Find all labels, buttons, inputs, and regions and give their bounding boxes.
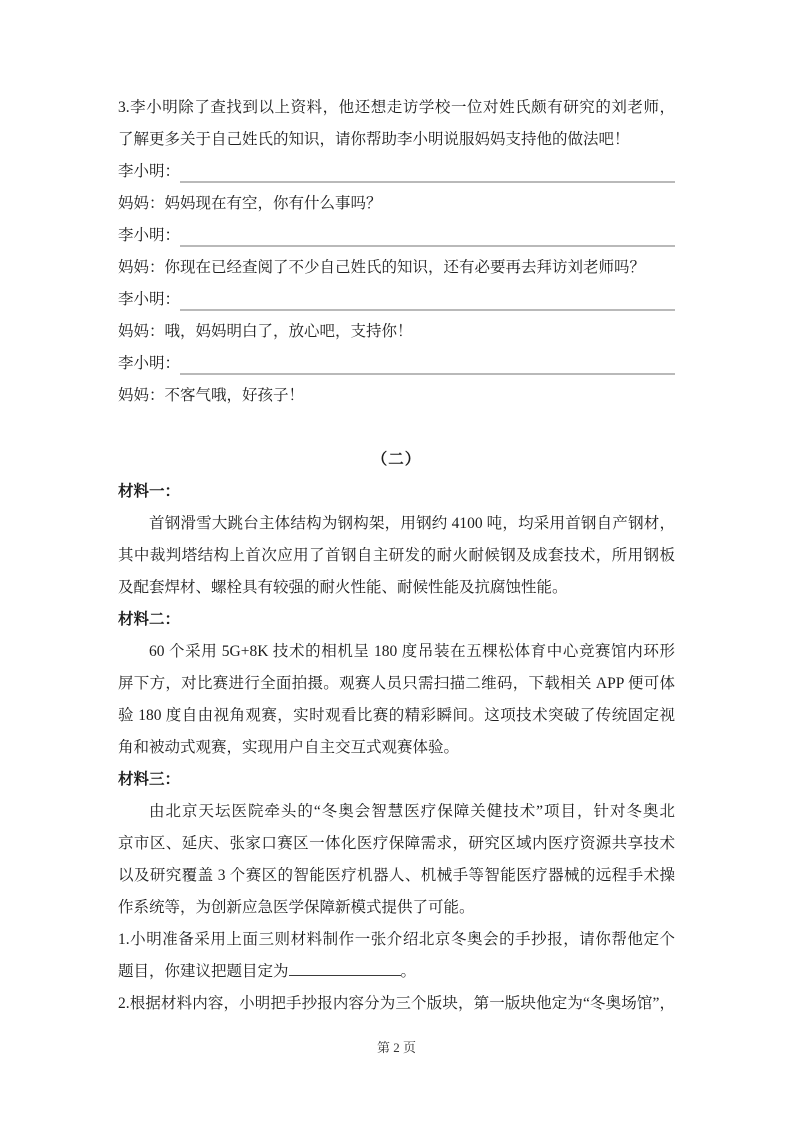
material1-text-line: 及配套焊材、螺栓具有较强的耐火性能、耐候性能及抗腐蚀性能。 <box>118 579 568 596</box>
section-gap <box>118 412 675 444</box>
page-content <box>118 92 675 1020</box>
material2-text-line: 60 个采用 5G+8K 技术的相机呈 180 度吊装在五棵松体育中心竞赛馆内环形 <box>149 643 675 660</box>
material1-title: 材料一： <box>118 483 181 500</box>
answer-blank-line <box>180 309 675 311</box>
speaker-label: 妈妈： <box>118 259 165 276</box>
material1-text-line: 其中裁判塔结构上首次应用了首钢自主研发的耐火耐候钢及成套技术，所用钢板 <box>118 547 675 564</box>
dialogue-line <box>118 252 675 284</box>
answer-blank-line <box>180 245 675 247</box>
material3-text-line: 作系统等，为创新应急医学保障新模式提供了可能。 <box>118 899 475 916</box>
speaker-label: 李小明： <box>118 291 181 308</box>
question1-prefix: 题目，你建议把题目定为 <box>118 963 289 980</box>
speaker-label: 妈妈： <box>118 323 165 340</box>
dialogue-line-blank <box>118 348 675 380</box>
dialogue-text: 妈妈现在有空，你有什么事吗？ <box>164 195 382 212</box>
page-number: 第 2 页 <box>376 1040 416 1055</box>
dialogue-line-blank <box>118 284 675 316</box>
section-heading: （二） <box>371 451 422 468</box>
material2-title: 材料二： <box>118 611 181 628</box>
material1-text-line: 首钢滑雪大跳台主体结构为钢构架，用钢约 4100 吨，均采用首钢自产钢材， <box>149 515 675 532</box>
question2-line: 2.根据材料内容，小明把手抄报内容分为三个版块，第一版块他定为“冬奥场馆”， <box>118 995 675 1012</box>
speaker-label: 李小明： <box>118 355 181 372</box>
dialogue-line-blank <box>118 156 675 188</box>
material3-text-line: 京市区、延庆、张家口赛区一体化医疗保障需求，研究区域内医疗资源共享技术 <box>118 835 675 852</box>
speaker-label: 妈妈： <box>118 195 165 212</box>
material2-text-line: 屏下方，对比赛进行全面拍摄。观赛人员只需扫描二维码，下载相关 APP 便可体 <box>118 675 675 692</box>
dialogue-line <box>118 188 675 220</box>
dialogue-line-blank <box>118 220 675 252</box>
material3-text-line: 由北京天坛医院牵头的“冬奥会智慧医疗保障关健技术”项目，针对冬奥北 <box>149 803 675 820</box>
question1-suffix: 。 <box>400 963 417 980</box>
speaker-label: 李小明： <box>118 163 181 180</box>
speaker-label: 李小明： <box>118 227 181 244</box>
material2-text-line: 角和被动式观赛，实现用户自主交互式观赛体验。 <box>118 739 460 756</box>
question3-stem-line: 3.李小明除了查找到以上资料，他还想走访学校一位对姓氏颇有研究的刘老师， <box>118 99 675 116</box>
dialogue-text: 哦，妈妈明白了，放心吧，支持你！ <box>164 323 413 340</box>
dialogue-text: 不客气哦，好孩子！ <box>164 387 305 404</box>
dialogue-text: 你现在已经查阅了不少自己姓氏的知识，还有必要再去拜访刘老师吗？ <box>164 259 646 276</box>
speaker-label: 妈妈： <box>118 387 165 404</box>
material3-text-line: 以及研究覆盖 3 个赛区的智能医疗机器人、机械手等智能医疗器械的远程手术操 <box>118 867 675 884</box>
answer-blank-line <box>180 181 675 183</box>
dialogue-line <box>118 316 675 348</box>
answer-fill-blank <box>289 962 401 976</box>
material2-text-line: 验 180 度自由视角观赛，实时观看比赛的精彩瞬间。这项技术突破了传统固定视 <box>118 707 675 724</box>
dialogue-line <box>118 380 675 412</box>
material3-title: 材料三： <box>118 771 181 788</box>
question3-stem-line: 了解更多关于自己姓氏的知识，请你帮助李小明说服妈妈支持他的做法吧！ <box>118 131 630 148</box>
question1-line: 1.小明准备采用上面三则材料制作一张介绍北京冬奥会的手抄报，请你帮他定个 <box>118 931 675 948</box>
question1-blank-line <box>118 956 675 988</box>
answer-blank-line <box>180 373 675 375</box>
